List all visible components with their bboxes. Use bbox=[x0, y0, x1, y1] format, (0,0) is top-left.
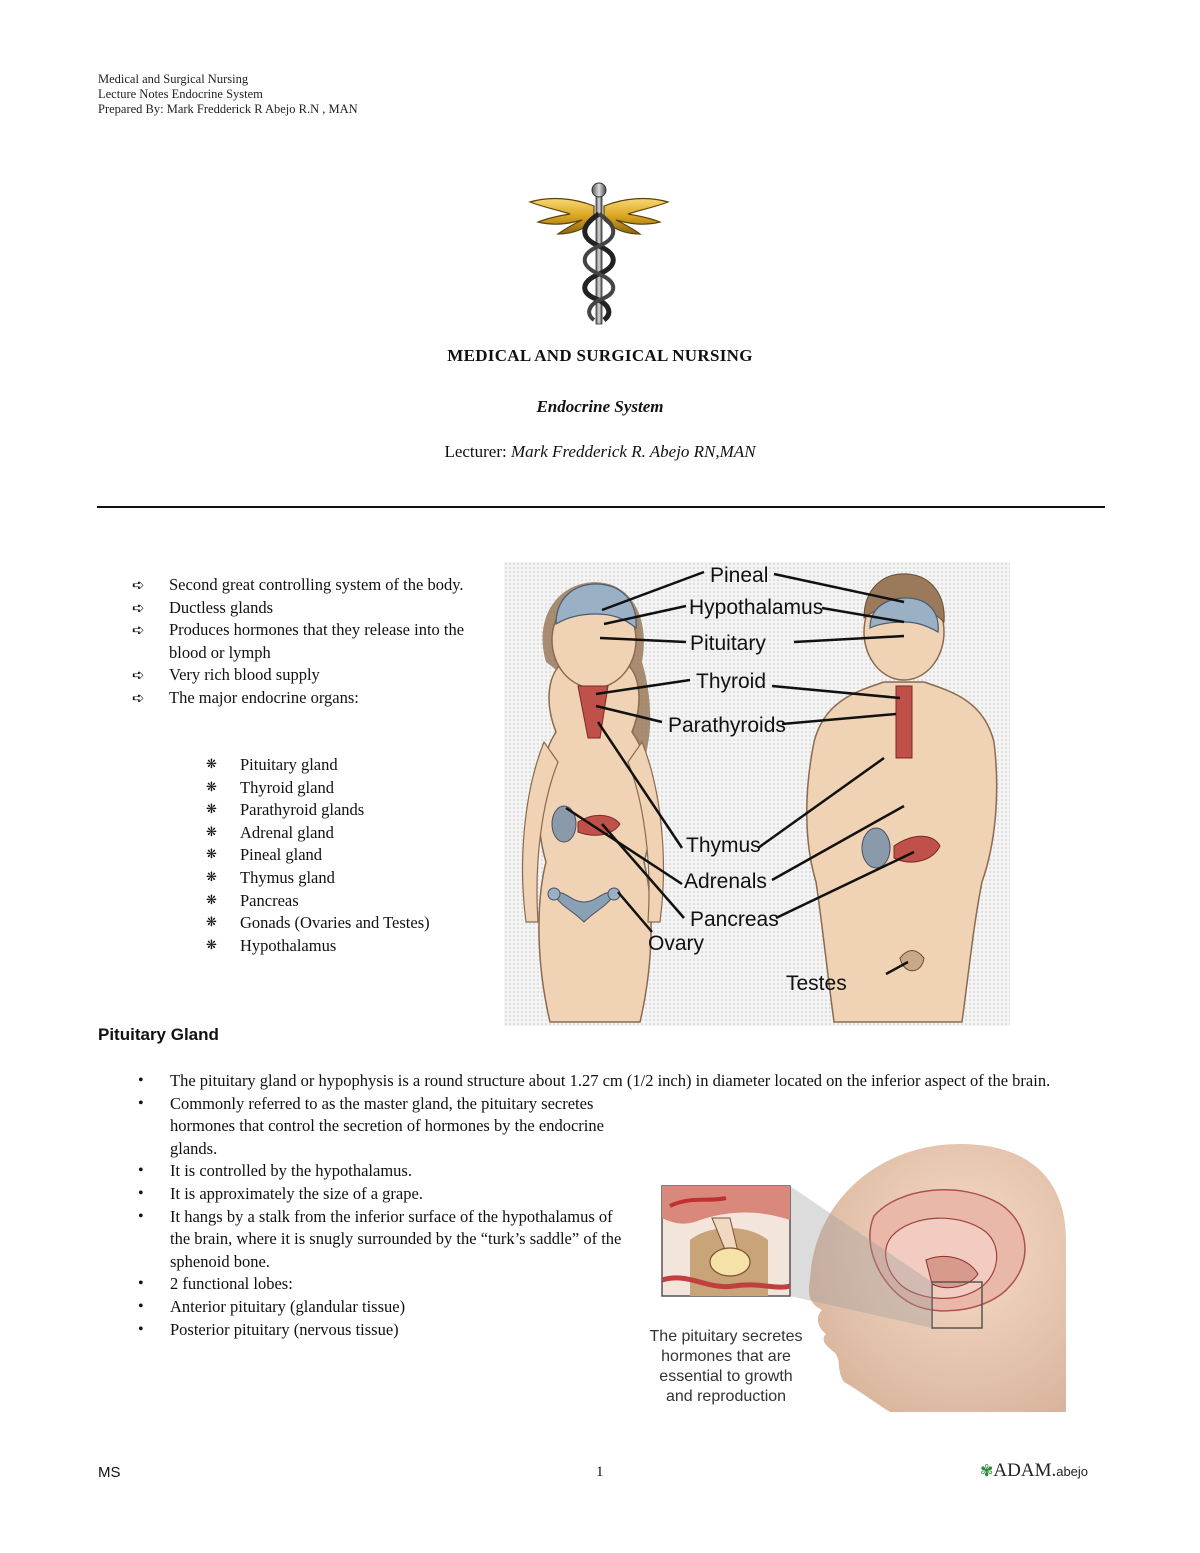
lecturer-name: Mark Fredderick R. Abejo RN,MAN bbox=[510, 442, 756, 461]
dot-bullet-icon: • bbox=[138, 1320, 144, 1338]
pituitary-caption bbox=[650, 1328, 803, 1405]
label-hypothalamus: Hypothalamus bbox=[689, 596, 824, 619]
dot-bullet-icon: • bbox=[138, 1162, 144, 1180]
list-item: ➪ Very rich blood supply bbox=[132, 664, 492, 687]
dot-bullet-icon: • bbox=[138, 1094, 144, 1112]
arrow-bullet-icon: ➪ bbox=[132, 576, 145, 594]
list-item: • Anterior pituitary (glandular tissue) bbox=[138, 1296, 630, 1319]
list-item: • It hangs by a stalk from the inferior surface of the hypothalamus of the brain, where it is snugly surrounded by the “turk’s saddle” of the sphenoid bone. bbox=[138, 1206, 622, 1271]
leaf-icon: ✾ bbox=[980, 1461, 994, 1480]
asterisk-bullet-icon: ❋ bbox=[206, 915, 217, 931]
female-figure-illustration bbox=[523, 582, 664, 1022]
list-item: • It is approximately the size of a grape. bbox=[138, 1183, 630, 1206]
page-number: 1 bbox=[596, 1464, 604, 1480]
asterisk-bullet-icon: ❋ bbox=[206, 779, 217, 795]
list-item: ❋ Adrenal gland bbox=[206, 822, 430, 845]
list-item: ❋ Thymus gland bbox=[206, 867, 430, 890]
list-item: • It is controlled by the hypothalamus. bbox=[138, 1160, 630, 1183]
footer-left-label: MS bbox=[98, 1464, 121, 1481]
label-pineal: Pineal bbox=[710, 564, 769, 587]
list-item: ➪ Second great controlling system of the body. bbox=[132, 574, 492, 597]
list-item: • Commonly referred to as the master gland, the pituitary secretes hormones that control the secretion of hormones by the endocrine glands. bbox=[138, 1093, 604, 1158]
document-header bbox=[98, 72, 358, 117]
male-figure-illustration bbox=[807, 574, 997, 1022]
logo-suffix: abejo bbox=[1056, 1464, 1089, 1479]
list-item: ➪ Ductless glands bbox=[132, 597, 492, 620]
asterisk-bullet-icon: ❋ bbox=[206, 892, 217, 908]
caduceus-logo bbox=[528, 180, 670, 326]
header-line-2: Lecture Notes Endocrine System bbox=[98, 87, 263, 101]
list-item: • Posterior pituitary (nervous tissue) bbox=[138, 1319, 630, 1342]
dot-bullet-icon: • bbox=[138, 1275, 144, 1293]
label-ovary: Ovary bbox=[648, 932, 705, 955]
list-item: ❋ Pineal gland bbox=[206, 844, 430, 867]
list-item: ❋ Hypothalamus bbox=[206, 935, 430, 958]
list-item: ❋ Pituitary gland bbox=[206, 754, 430, 777]
endocrine-illustration bbox=[504, 562, 1010, 1026]
label-thyroid: Thyroid bbox=[696, 670, 767, 693]
arrow-bullet-icon: ➪ bbox=[132, 621, 145, 640]
dot-bullet-icon: • bbox=[138, 1297, 144, 1315]
asterisk-bullet-icon: ❋ bbox=[206, 757, 217, 772]
intro-list bbox=[132, 574, 492, 710]
caption-line-2: hormones that are bbox=[661, 1348, 791, 1365]
caption-line-4: and reproduction bbox=[665, 1388, 787, 1405]
arrow-bullet-icon: ➪ bbox=[132, 666, 145, 685]
asterisk-bullet-icon: ❋ bbox=[206, 847, 217, 863]
label-pituitary: Pituitary bbox=[690, 632, 766, 655]
organ-list bbox=[206, 754, 430, 957]
dot-bullet-icon: • bbox=[138, 1184, 144, 1202]
label-parathyroids: Parathyroids bbox=[668, 714, 786, 737]
pituitary-figure bbox=[630, 1140, 1066, 1412]
asterisk-bullet-icon: ❋ bbox=[206, 824, 217, 840]
label-thymus: Thymus bbox=[686, 834, 761, 857]
label-pancreas: Pancreas bbox=[690, 908, 779, 931]
lecturer-label: Lecturer: bbox=[444, 442, 507, 461]
list-item: ❋ Pancreas bbox=[206, 890, 430, 913]
label-adrenals: Adrenals bbox=[684, 870, 767, 893]
caption-line-3: essential to growth bbox=[659, 1368, 793, 1385]
arrow-bullet-icon: ➪ bbox=[132, 688, 145, 707]
asterisk-bullet-icon: ❋ bbox=[206, 802, 217, 818]
label-testes: Testes bbox=[786, 972, 847, 995]
list-item: • 2 functional lobes: bbox=[138, 1273, 630, 1296]
section-heading-pituitary: Pituitary Gland bbox=[98, 1025, 219, 1044]
list-item: ➪ The major endocrine organs: bbox=[132, 687, 492, 710]
asterisk-bullet-icon: ❋ bbox=[206, 937, 217, 953]
pituitary-illustration bbox=[630, 1140, 1066, 1412]
caption-line-1: The pituitary secretes bbox=[649, 1328, 803, 1345]
list-item: • The pituitary gland or hypophysis is a round structure about 1.27 cm (1/2 inch) in diameter located on the inferior aspect of the brain. bbox=[138, 1070, 1110, 1093]
header-line-3: Prepared By: Mark Fredderick R Abejo R.N , MAN bbox=[98, 102, 358, 116]
dot-bullet-icon: • bbox=[138, 1207, 144, 1225]
list-item: ❋ Thyroid gland bbox=[206, 777, 430, 800]
header-line-1: Medical and Surgical Nursing bbox=[98, 72, 249, 86]
list-item: ❋ Gonads (Ovaries and Testes) bbox=[206, 912, 430, 935]
adam-logo bbox=[980, 1460, 1088, 1482]
arrow-bullet-icon: ➪ bbox=[132, 598, 145, 617]
asterisk-bullet-icon: ❋ bbox=[206, 869, 217, 885]
document-title: MEDICAL AND SURGICAL NURSING bbox=[447, 346, 753, 365]
list-item: ➪ Produces hormones that they release into the blood or lymph bbox=[132, 620, 465, 662]
dot-bullet-icon: • bbox=[138, 1072, 144, 1089]
endocrine-system-figure bbox=[504, 562, 1010, 1026]
logo-text: ADAM. bbox=[993, 1460, 1057, 1481]
horizontal-rule bbox=[97, 506, 1105, 508]
list-item: ❋ Parathyroid glands bbox=[206, 799, 430, 822]
document-subtitle: Endocrine System bbox=[536, 397, 664, 416]
lecturer-line bbox=[0, 442, 1200, 462]
